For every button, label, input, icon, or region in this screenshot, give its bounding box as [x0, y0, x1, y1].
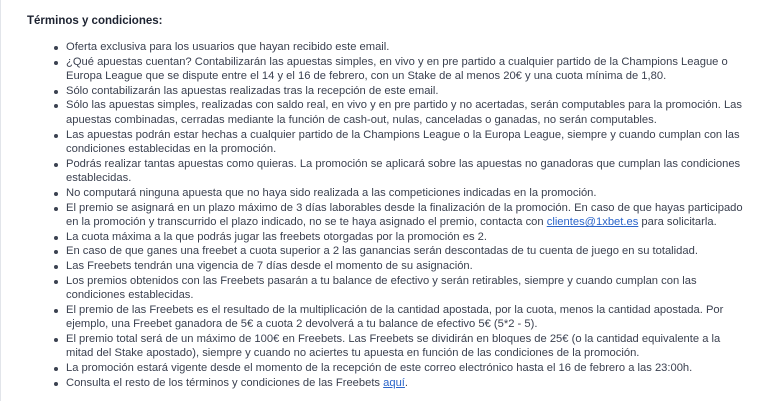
terms-item-text: ¿Qué apuestas cuentan? Contabilizarán las apuestas simples, en vivo y en pre partido a cualquier partido de la Champions League o Europa League que se dispute entre el 14 y el 16 de febrero, con un Stake de al menos 20€ y una cuota mínima de 1,80. — [66, 55, 728, 83]
terms-item-text: Las apuestas podrán estar hechas a cualquier partido de la Champions League o la Europa League, siempre y cuando cumplan con las condiciones establecidas en la promoción. — [66, 128, 740, 156]
bullet-icon — [54, 90, 58, 94]
terms-item-text: Las Freebets tendrán una vigencia de 7 días desde el momento de su asignación. — [66, 259, 473, 272]
terms-item — [66, 361, 746, 376]
terms-item — [66, 40, 746, 55]
bullet-icon — [54, 250, 58, 254]
bullet-icon — [54, 46, 58, 50]
terms-item — [66, 259, 746, 274]
terms-item — [66, 55, 746, 84]
terms-item — [66, 201, 746, 230]
freebets-terms-link[interactable]: aquí — [383, 376, 405, 389]
bullet-icon — [54, 382, 58, 386]
terms-item — [66, 98, 746, 127]
bullet-icon — [54, 338, 58, 342]
terms-item-text: La cuota máxima a la que podrás jugar las freebets otorgadas por la promoción es 2. — [66, 230, 488, 243]
support-email-link[interactable]: clientes@1xbet.es — [546, 216, 639, 229]
terms-heading: Términos y condiciones: — [27, 15, 163, 27]
terms-item-text-after: . — [404, 376, 409, 389]
bullet-icon — [54, 61, 58, 65]
terms-item — [66, 157, 746, 186]
terms-item-text: La promoción estará vigente desde el momento de la recepción de este correo electrónico hasta el 16 de febrero a las 23:00h. — [66, 362, 693, 375]
bullet-icon — [54, 367, 58, 371]
terms-item-text: Los premios obtenidos con las Freebets pasarán a tu balance de efectivo y serán retirables, siempre y cuando cumplan con las condiciones establecidas. — [66, 274, 697, 302]
terms-item-text: En caso de que ganes una freebet a cuota superior a 2 las ganancias serán descontadas de tu cuenta de juego en su totalidad. — [66, 245, 698, 258]
terms-item-text: El premio se asignará en un plazo máximo de 3 días laborables desde la finalización de la promoción. En caso de que hayas participado en la promoción y transcurrido el plazo indicado, no se te haya asignado el premio, contacta con — [66, 201, 743, 229]
bullet-icon — [54, 236, 58, 240]
terms-item-text: Sólo contabilizarán las apuestas realizadas tras la recepción de este email. — [66, 84, 439, 97]
terms-item — [66, 244, 746, 259]
terms-item-text: Oferta exclusiva para los usuarios que hayan recibido este email. — [66, 41, 390, 53]
terms-item — [66, 303, 746, 332]
terms-item — [66, 376, 746, 391]
bullet-icon — [54, 207, 58, 211]
bullet-icon — [54, 265, 58, 269]
terms-item — [66, 128, 746, 157]
bullet-icon — [54, 192, 58, 196]
terms-item-text: El premio de las Freebets es el resultado de la multiplicación de la cantidad apostada, por la cuota, menos la cantidad apostada. Por ejemplo, una Freebet ganadora de 5€ a cuota 2 devolverá a tu balance de efectivo 5€ (5*2 - 5). — [66, 303, 724, 331]
terms-item-text: Consulta el resto de los términos y condiciones de las Freebets — [66, 376, 384, 389]
terms-item-text: Sólo las apuestas simples, realizadas con saldo real, en vivo y en pre partido y no acertadas, serán computables para la promoción. Las apuestas combinadas, cerradas mediante la función de cash-out, nulas, canceladas o ganadas, no serán computables. — [66, 99, 742, 126]
bullet-icon — [54, 134, 58, 138]
bullet-icon — [54, 309, 58, 313]
terms-item-text: El premio total será de un máximo de 100€ en Freebets. Las Freebets se dividirán en bloques de 25€ (o la cantidad equivalente a la mitad del Stake apostado), siempre y cuando no aciertes tu apuesta en función de las condiciones de la promoción. — [66, 332, 721, 360]
terms-item — [66, 274, 746, 303]
terms-item — [66, 186, 746, 201]
bullet-icon — [54, 104, 58, 108]
bullet-icon — [54, 163, 58, 167]
terms-item — [66, 230, 746, 245]
terms-item-text-after: para solicitarla. — [638, 216, 717, 229]
terms-item — [66, 332, 746, 361]
terms-item — [66, 84, 746, 99]
terms-list — [66, 40, 746, 390]
terms-item-text: Podrás realizar tantas apuestas como quieras. La promoción se aplicará sobre las apuestas no ganadoras que cumplan las condiciones establecidas. — [66, 157, 741, 185]
bullet-icon — [54, 280, 58, 284]
terms-item-text: No computará ninguna apuesta que no haya sido realizada a las competiciones indicadas en la promoción. — [66, 186, 597, 199]
